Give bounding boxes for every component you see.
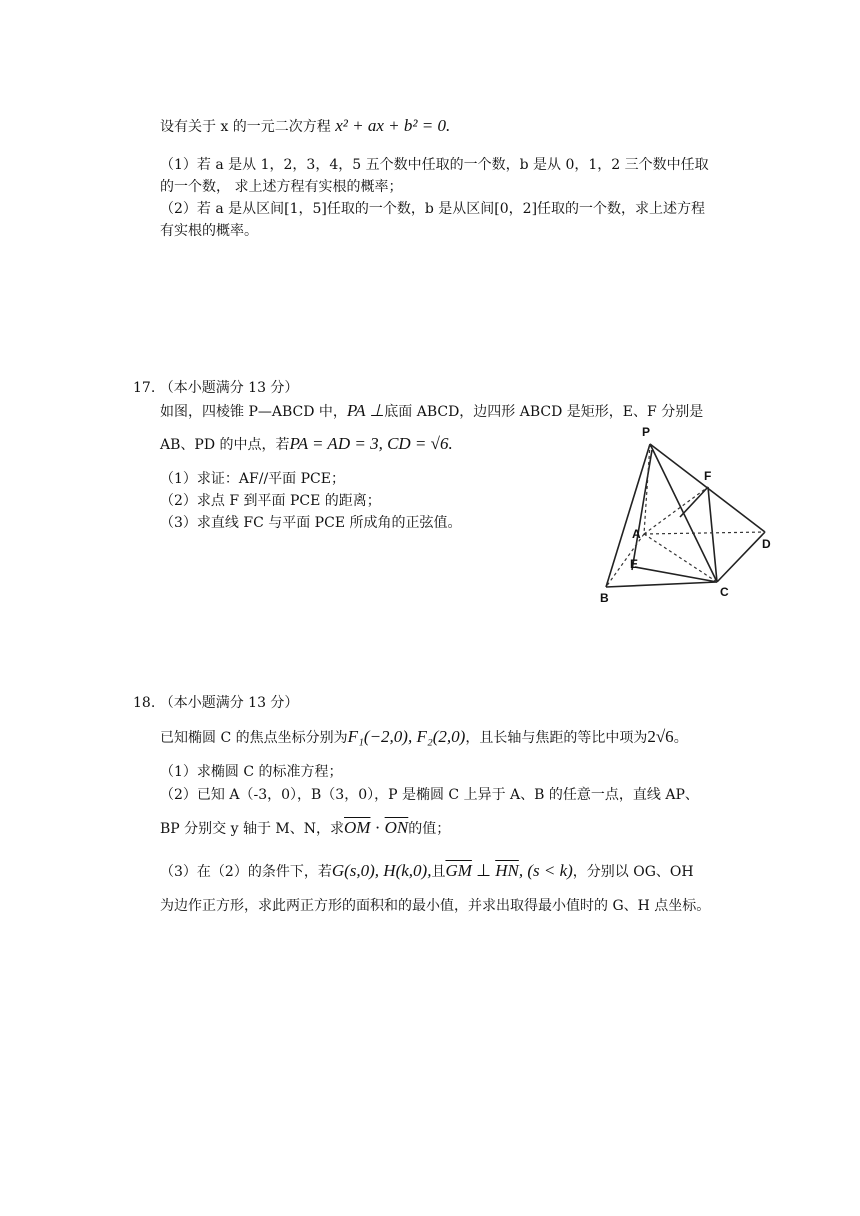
q18-line1-text-c: 。 bbox=[673, 730, 688, 746]
q18-item1: （1）求椭圆 C 的标准方程； bbox=[160, 764, 343, 780]
q18-item2-line1: （2）已知 A（-3，0），B（3，0），P 是椭圆 C 上异于 A、B 的任意一点，直线 AP、 bbox=[160, 787, 699, 803]
vector-ON: $\overline{ON}$ bbox=[384, 818, 409, 837]
q17-item1: （1）求证：AF//平面 PCE； bbox=[160, 471, 345, 487]
label-E: E bbox=[630, 557, 639, 571]
dot-operator: · bbox=[370, 818, 385, 837]
q18-item2-text-b: 的值； bbox=[408, 821, 451, 837]
q17-heading: 17. （本小题满分 13 分） bbox=[133, 380, 299, 396]
q17-line2-text: AB、PD 的中点，若 bbox=[160, 437, 290, 453]
q18-item2-text-a: BP 分别交 y 轴于 M、N，求 bbox=[160, 821, 345, 837]
q18-mean-math: 2√6 bbox=[647, 727, 674, 746]
q18-foci-math: F₁(−2,0), F₂(2,0) bbox=[347, 727, 466, 746]
q18-item2-line2 bbox=[160, 818, 450, 839]
q18-line1 bbox=[160, 727, 688, 748]
q18-item3-text-b: 且 bbox=[431, 864, 446, 880]
edge-CD bbox=[717, 532, 765, 582]
vector-GM: $\overline{GM}$ bbox=[445, 861, 472, 880]
label-B: B bbox=[600, 591, 609, 605]
q16-part1-line2: 的一个数， 求上述方程有实根的概率； bbox=[160, 179, 403, 195]
q18-item3-line2: 为边作正方形，求此两正方形的面积和的最小值，并求出取得最小值时的 G、H 点坐标。 bbox=[160, 898, 711, 914]
label-F: F bbox=[704, 469, 712, 483]
perp-operator: ⊥ bbox=[471, 861, 496, 880]
q16-part2-line2: 有实根的概率。 bbox=[160, 223, 258, 239]
q18-points-math: G(s,0), H(k,0), bbox=[331, 861, 432, 880]
q18-line1-text-a: 已知椭圆 C 的焦点坐标分别为 bbox=[160, 730, 348, 746]
edge-PB bbox=[606, 444, 650, 587]
edge-BC bbox=[606, 582, 717, 587]
q17-condition-math: PA = AD = 3, CD = √6. bbox=[289, 434, 453, 453]
q18-item3-line1 bbox=[160, 861, 694, 882]
q17-line1-text-b: 底面 ABCD，边四形 ABCD 是矩形，E、F 分别是 bbox=[384, 404, 704, 420]
hidden-edge-AD bbox=[644, 532, 765, 534]
q17-item2: （2）求点 F 到平面 PCE 的距离； bbox=[160, 493, 381, 509]
q17-perpendicular-math: PA ⊥ bbox=[346, 401, 385, 420]
q17-line1-text-a: 如图，四棱锥 P—ABCD 中， bbox=[160, 404, 347, 420]
q17-line1 bbox=[160, 401, 703, 422]
vector-HN: $\overline{HN}$ bbox=[495, 861, 519, 880]
label-A: A bbox=[632, 527, 641, 541]
q17-item3: （3）求直线 FC 与平面 PCE 所成角的正弦值。 bbox=[160, 515, 462, 531]
edge-F-mid bbox=[680, 487, 708, 517]
q18-line1-text-b: ，且长轴与焦距的等比中项为 bbox=[465, 730, 648, 746]
intro-line bbox=[160, 116, 450, 137]
q18-item3-text-a: （3）在（2）的条件下，若 bbox=[160, 864, 332, 880]
label-D: D bbox=[762, 537, 771, 551]
q17-line2 bbox=[160, 434, 453, 455]
q18-inequality-math: , (s < k) bbox=[518, 861, 573, 880]
label-P: P bbox=[642, 425, 651, 439]
q16-part2-line1: （2）若 a 是从区间[1，5]任取的一个数，b 是从区间[0，2]任取的一个数，求上述方程 bbox=[160, 201, 706, 217]
label-C: C bbox=[720, 585, 729, 599]
q18-item3-text-c: ，分别以 OG、OH bbox=[572, 864, 694, 880]
hidden-edge-AF bbox=[644, 487, 708, 534]
quadratic-equation: x² + ax + b² = 0. bbox=[335, 116, 451, 135]
pyramid-figure bbox=[590, 422, 786, 608]
intro-text: 设有关于 x 的一元二次方程 bbox=[160, 119, 331, 135]
q16-part1-line1: （1）若 a 是从 1，2，3，4，5 五个数中任取的一个数，b 是从 0，1，2 三个数中任取 bbox=[160, 157, 709, 173]
hidden-edge-AB bbox=[606, 534, 644, 587]
vector-OM: $\overline{OM}$ bbox=[344, 818, 371, 837]
q18-heading: 18. （本小题满分 13 分） bbox=[133, 695, 299, 711]
